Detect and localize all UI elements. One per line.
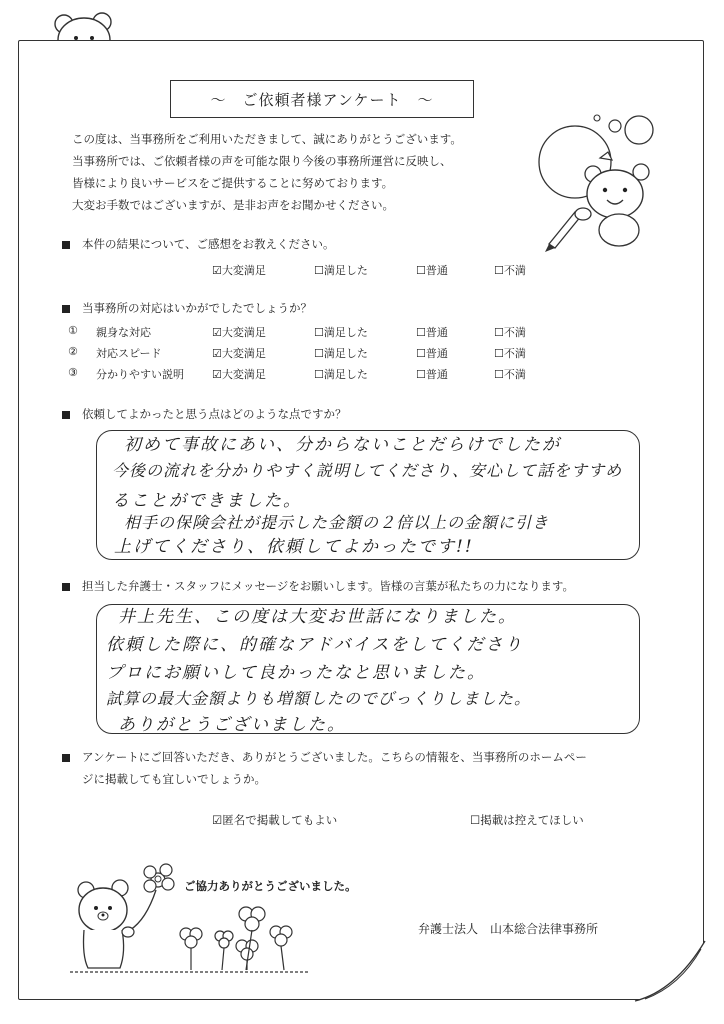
q2-row-num: ① — [68, 324, 78, 337]
q5-question-line: アンケートにご回答いただき、ありがとうございました。こちらの情報を、当事務所のホームペー — [82, 750, 587, 764]
q3-answer-line: 初めて事故にあい、分からないことだらけでしたが — [124, 435, 561, 455]
q1-option-satisfied[interactable]: ☐満足した — [314, 264, 368, 277]
q2-row2-option-satisfied[interactable]: ☐満足した — [314, 347, 368, 360]
q3-answer-line: 上げてくださり、依頼してよかったです!! — [114, 537, 474, 557]
q2-row1-option-satisfied[interactable]: ☐満足した — [314, 326, 368, 339]
intro-line: 皆様により良いサービスをご提供することに努めております。 — [72, 176, 394, 190]
bullet-square-icon — [62, 754, 70, 762]
q2-row-label: 親身な対応 — [96, 326, 151, 339]
intro-line: 当事務所では、ご依頼者様の声を可能な限り今後の事務所運営に反映し、 — [72, 154, 452, 168]
q3-question — [62, 406, 347, 422]
q4-answer-line: 試算の最大金額よりも増額したのでびっくりしました。 — [106, 689, 532, 708]
q2-row1-option-very-satisfied[interactable]: ☑大変満足 — [212, 326, 266, 339]
bullet-square-icon — [62, 241, 70, 249]
q2-row2-option-normal[interactable]: ☐普通 — [416, 347, 448, 360]
intro-text — [72, 128, 462, 216]
q2-question-text: 当事務所の対応はいかがでしたでしょうか？ — [82, 301, 312, 315]
q3-answer-line: 今後の流れを分かりやすく説明してくださり、安心して話をすすめ — [112, 461, 623, 480]
q5-question — [62, 746, 587, 790]
q2-row3-option-satisfied[interactable]: ☐満足した — [314, 368, 368, 381]
q2-row3-option-very-satisfied[interactable]: ☑大変満足 — [212, 368, 266, 381]
q2-question — [62, 300, 312, 316]
q2-row1-option-dissatisfied[interactable]: ☐不満 — [494, 326, 526, 339]
q3-answer-line: ることができました。 — [112, 491, 302, 511]
q1-question — [62, 236, 335, 252]
intro-line: この度は、当事務所をご利用いただきまして、誠にありがとうございます。 — [72, 132, 462, 146]
q2-row-label: 分かりやすい説明 — [96, 368, 184, 381]
q4-answer-line: 井上先生、この度は大変お世話になりました。 — [118, 607, 517, 627]
q2-row-label: 対応スピード — [96, 347, 162, 360]
q1-option-normal[interactable]: ☐普通 — [416, 264, 448, 277]
q1-option-very-satisfied[interactable]: ☑大変満足 — [212, 264, 266, 277]
q4-question-text: 担当した弁護士・スタッフにメッセージをお願いします。皆様の言葉が私たちの力になります。 — [82, 579, 574, 593]
q5-option-decline[interactable]: ☐掲載は控えてほしい — [470, 813, 584, 827]
q1-question-text: 本件の結果について、ご感想をお教えください。 — [82, 237, 335, 251]
q1-option-dissatisfied[interactable]: ☐不満 — [494, 264, 526, 277]
q2-row2-option-dissatisfied[interactable]: ☐不満 — [494, 347, 526, 360]
q4-answer-line: ありがとうございました。 — [118, 715, 346, 735]
page-curl-icon — [635, 941, 705, 1001]
q2-row1-option-normal[interactable]: ☐普通 — [416, 326, 448, 339]
bullet-square-icon — [62, 305, 70, 313]
bear-with-pencil-icon — [515, 112, 685, 252]
q2-row-num: ② — [68, 345, 78, 358]
closing-message: ご協力ありがとうございました。 — [184, 879, 357, 893]
q3-answer-line: 相手の保険会社が提示した金額の２倍以上の金額に引き — [124, 513, 550, 532]
q2-row3-option-dissatisfied[interactable]: ☐不満 — [494, 368, 526, 381]
q5-option-anonymous-ok[interactable]: ☑匿名で掲載してもよい — [212, 813, 338, 827]
q2-row-num: ③ — [68, 366, 78, 379]
q2-row3-option-normal[interactable]: ☐普通 — [416, 368, 448, 381]
q5-question-line: ジに掲載しても宜しいでしょうか。 — [82, 772, 266, 786]
q4-answer-line: プロにお願いして良かったなと思いました。 — [106, 663, 486, 683]
q4-answer-line: 依頼した際に、的確なアドバイスをしてくださり — [106, 635, 524, 655]
q3-question-text: 依頼してよかったと思う点はどのような点ですか？ — [82, 407, 347, 421]
q2-row2-option-very-satisfied[interactable]: ☑大変満足 — [212, 347, 266, 360]
q4-question — [62, 578, 574, 594]
bullet-square-icon — [62, 411, 70, 419]
bullet-square-icon — [62, 583, 70, 591]
firm-name: 弁護士法人 山本総合法律事務所 — [418, 922, 599, 936]
intro-line: 大変お手数ではございますが、是非お声をお聞かせください。 — [72, 198, 394, 212]
page-title: ～ ご依頼者様アンケート ～ — [170, 80, 474, 118]
